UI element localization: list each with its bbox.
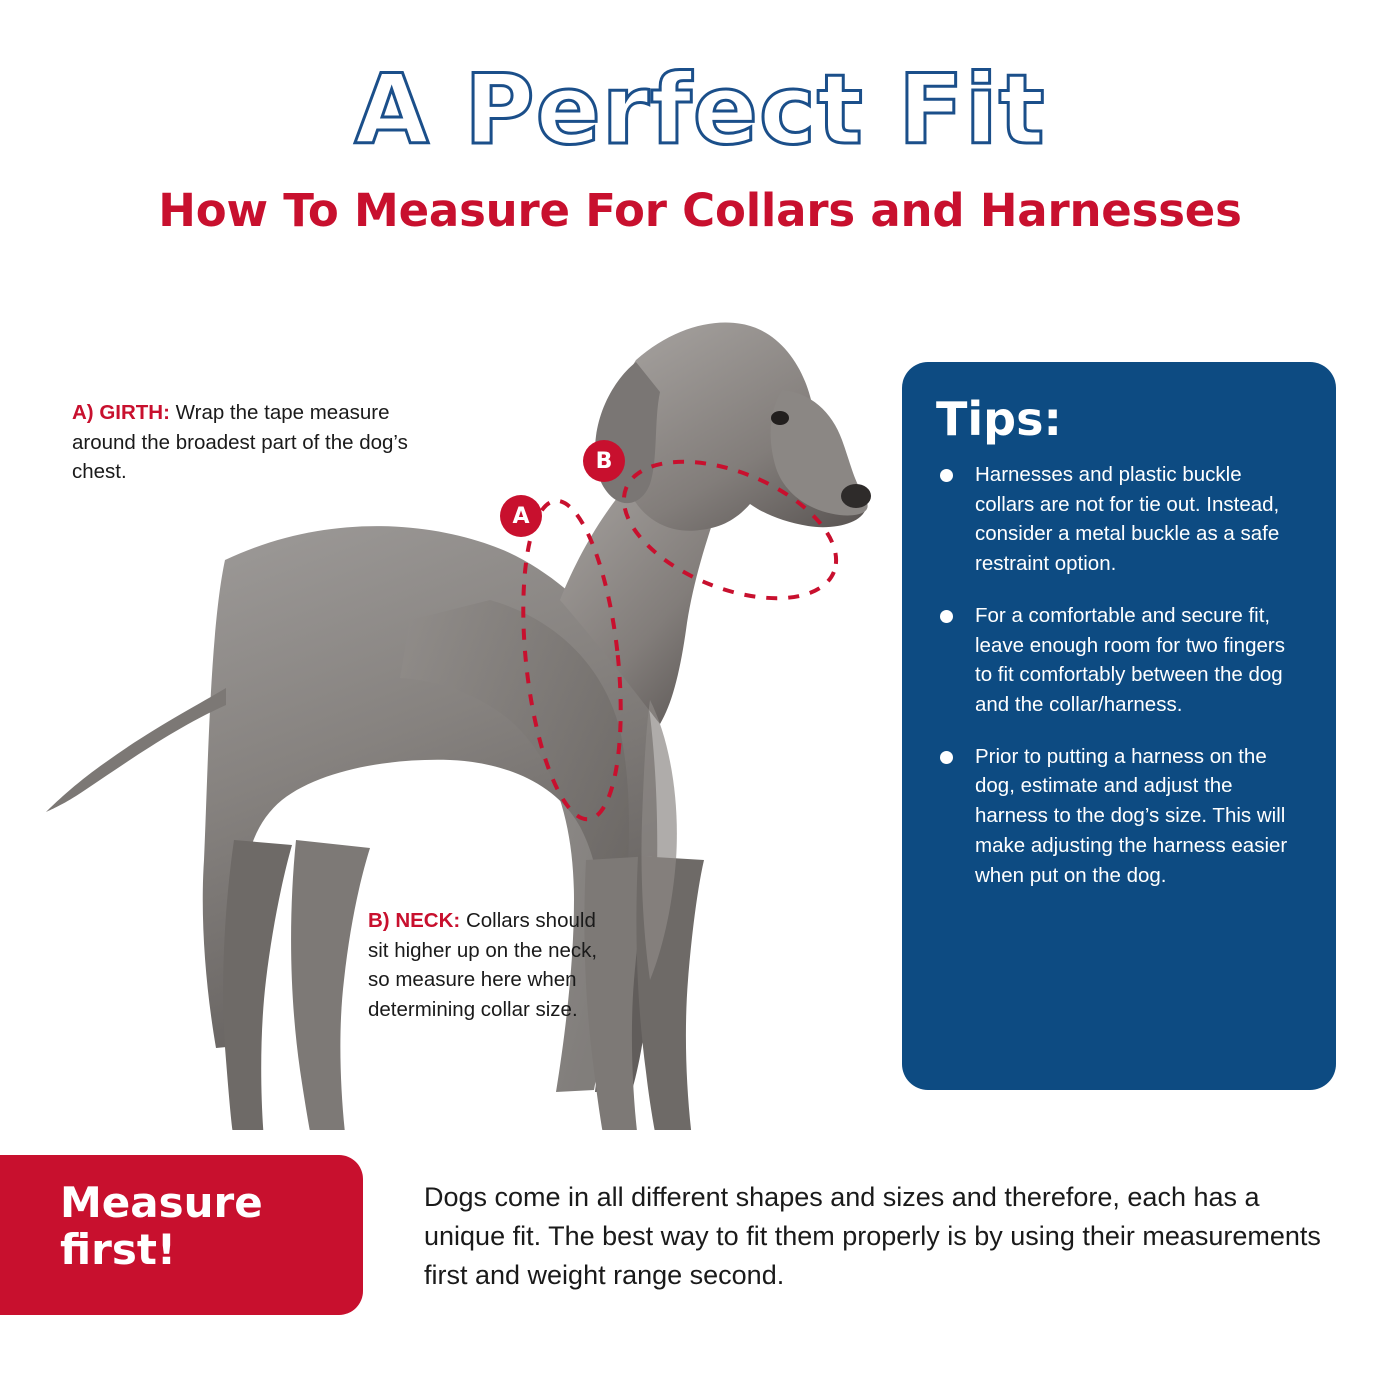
marker-girth: A <box>500 495 542 537</box>
neck-callout <box>368 906 598 1025</box>
tips-panel <box>902 362 1336 1090</box>
measure-first-line-1: Measure <box>60 1178 263 1227</box>
bullet-icon <box>940 610 953 623</box>
page-title: A Perfect Fit <box>354 54 1046 166</box>
header <box>0 0 1400 237</box>
bullet-icon <box>940 751 953 764</box>
measure-first-line-2: first! <box>60 1225 177 1275</box>
neck-callout-text: Collars should sit higher up on the neck, so measure here when determining collar size. <box>368 909 598 1022</box>
tip-item <box>936 460 1302 579</box>
tip-text: Harnesses and plastic buckle collars are not for tie out. Instead, consider a metal buckle as a safe restraint option. <box>975 463 1280 576</box>
neck-measure-guide <box>610 448 870 618</box>
bullet-icon <box>940 469 953 482</box>
marker-neck: B <box>583 440 625 482</box>
tip-item <box>936 742 1302 891</box>
tip-text: Prior to putting a harness on the dog, estimate and adjust the harness to the dog’s size. This will make adjusting the harness easier when put on the dog. <box>975 744 1288 887</box>
tips-title: Tips: <box>936 392 1062 446</box>
neck-callout-label: B) NECK: <box>368 909 461 932</box>
girth-callout <box>72 398 442 487</box>
page-subtitle: How To Measure For Collars and Harnesses <box>158 184 1242 237</box>
girth-callout-label: A) GIRTH: <box>72 401 170 424</box>
footer-description: Dogs come in all different shapes and sizes and therefore, each has a unique fit. The best way to fit them properly is by using their measurements first and weight range second. <box>424 1182 1321 1291</box>
tip-text: For a comfortable and secure fit, leave enough room for two fingers to fit comfortably between the dog and the collar/harness. <box>975 603 1285 717</box>
measure-first-badge <box>0 1155 363 1315</box>
girth-callout-text: Wrap the tape measure around the broadest part of the dog’s chest. <box>72 401 408 484</box>
tip-item <box>936 601 1302 720</box>
